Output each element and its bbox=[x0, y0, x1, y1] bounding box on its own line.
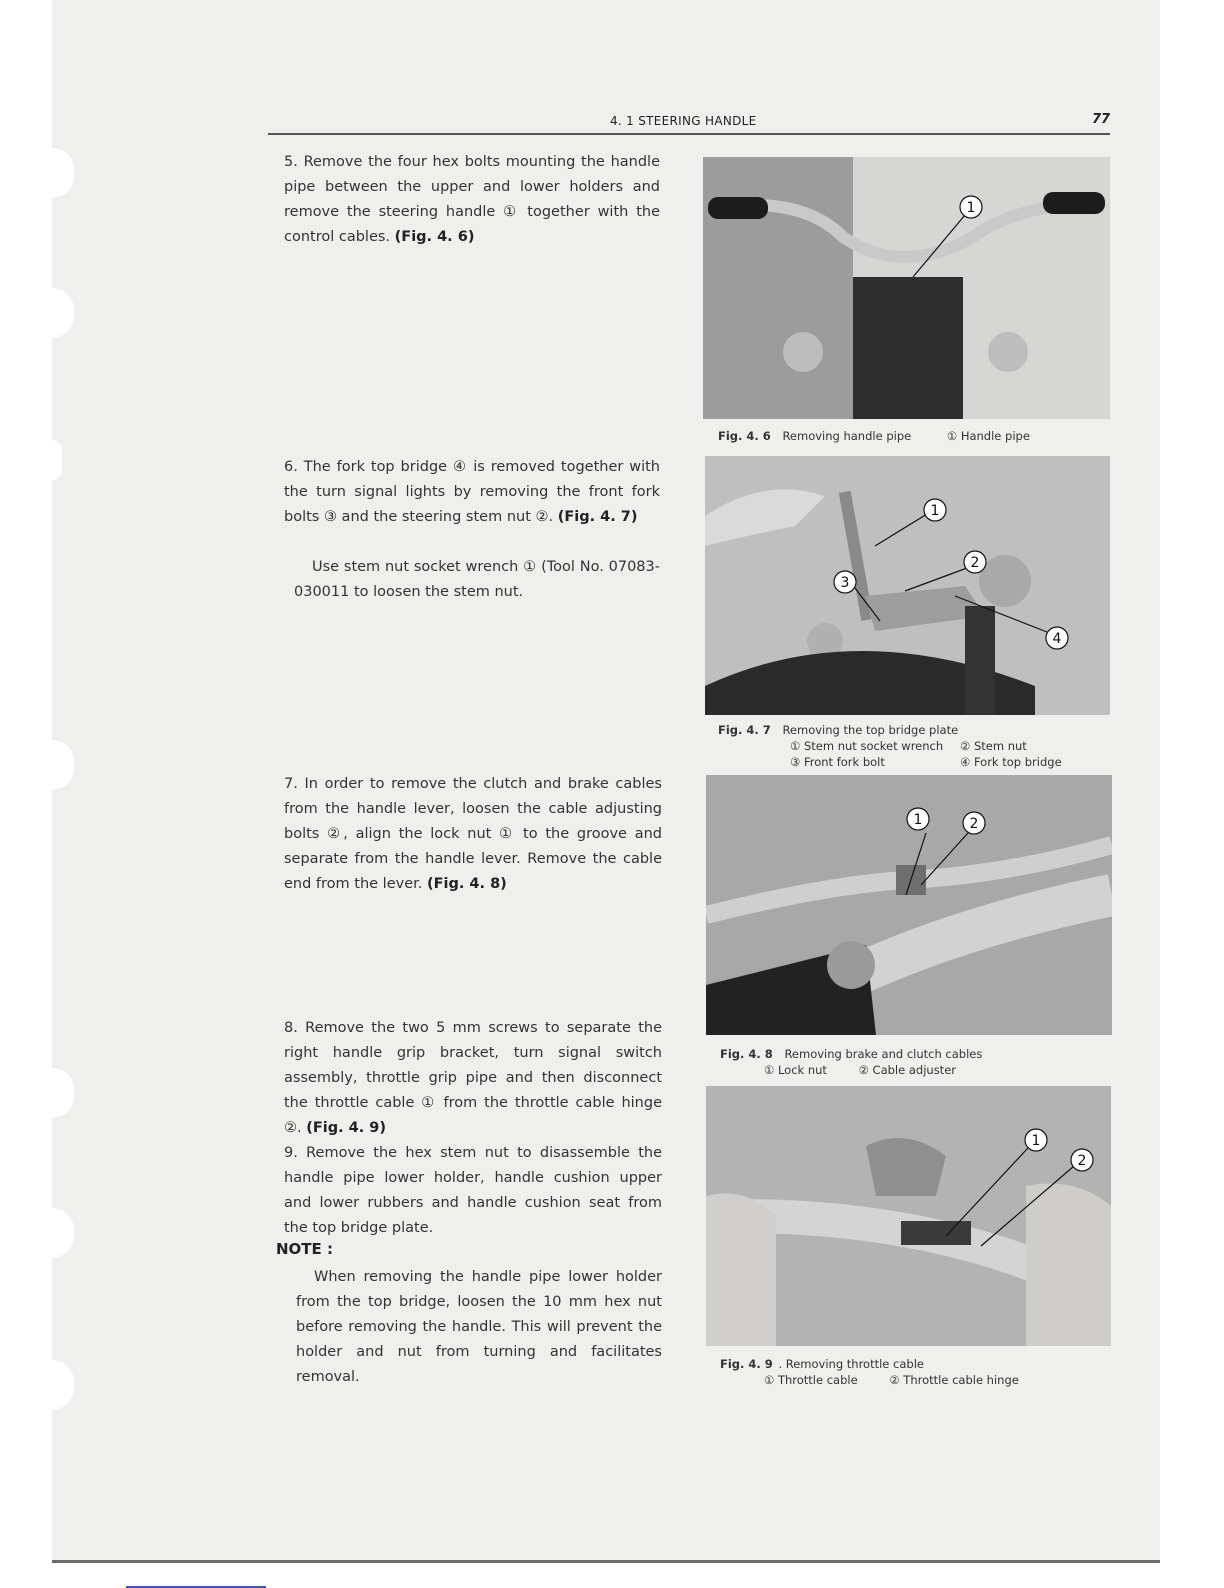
note-label: NOTE : bbox=[276, 1240, 334, 1258]
figure-4-8-photo bbox=[706, 775, 1112, 1035]
figure-4-6-caption-text: Removing handle pipe bbox=[782, 429, 912, 443]
figure-4-9-item-1: ① Throttle cable bbox=[764, 1373, 858, 1387]
figure-4-7-caption bbox=[718, 722, 1098, 770]
step-6-figure-ref: (Fig. 4. 7) bbox=[557, 509, 638, 525]
figure-4-7-item-2: ② Stem nut bbox=[960, 739, 1027, 753]
figure-4-7-callout-3: 3 bbox=[840, 575, 850, 591]
step-5 bbox=[284, 150, 660, 250]
figure-4-9-title: Fig. 4. 9 bbox=[720, 1357, 773, 1371]
note-text: When removing the handle pipe lower holder from the top bridge, loosen the 10 mm hex nut before removing the handle. This will prevent the holder and nut from turning and facilitates removal. bbox=[296, 1269, 662, 1385]
step-6-text: 6. The fork top bridge ④ is removed together with the turn signal lights by removing the front fork bolts ③ and the steering stem nut ②. bbox=[284, 459, 660, 525]
step-6-tool-note: Use stem nut socket wrench ① (Tool No. 07083-030011 to loosen the stem nut. bbox=[294, 559, 660, 600]
figure-4-8-item-2: ② Cable adjuster bbox=[858, 1063, 956, 1077]
figure-4-7-callout-1: 1 bbox=[930, 503, 940, 519]
step-8 bbox=[284, 1016, 662, 1141]
figure-4-6-photo bbox=[703, 157, 1110, 419]
step-9: 9. Remove the hex stem nut to disassemble the handle pipe lower holder, handle cushion upper and lower rubbers and handle cushion seat from the top bridge plate. bbox=[284, 1145, 662, 1236]
page-bottom-edge bbox=[52, 1560, 1160, 1563]
page-number: 77 bbox=[1092, 112, 1111, 127]
step-6 bbox=[284, 455, 660, 530]
handlebar-photo bbox=[703, 157, 1110, 419]
section-title: 4. 1 STEERING HANDLE bbox=[610, 114, 757, 128]
figure-4-8-title: Fig. 4. 8 bbox=[720, 1047, 773, 1061]
figure-4-7-item-1: ① Stem nut socket wrench bbox=[790, 739, 944, 753]
figure-4-8-caption bbox=[720, 1046, 982, 1078]
figure-4-7-item-4: ④ Fork top bridge bbox=[960, 755, 1062, 769]
step-5-text: 5. Remove the four hex bolts mounting the handle pipe between the upper and lower holders and remove the steering handle ① together with the control cables. bbox=[284, 154, 660, 245]
figure-4-9-item-2: ② Throttle cable hinge bbox=[889, 1373, 1019, 1387]
step-8-figure-ref: (Fig. 4. 9) bbox=[306, 1120, 387, 1136]
figure-4-7-caption-text: Removing the top bridge plate bbox=[782, 723, 959, 737]
figure-4-8-callout-2: 2 bbox=[969, 816, 979, 832]
figure-4-8-callout-1: 1 bbox=[913, 812, 923, 828]
figure-4-7-photo bbox=[705, 456, 1110, 715]
figure-4-9-callout-2: 2 bbox=[1077, 1153, 1087, 1169]
step-5-figure-ref: (Fig. 4. 6) bbox=[394, 229, 475, 245]
binder-hole bbox=[52, 440, 62, 480]
figure-4-9-callout-1: 1 bbox=[1031, 1133, 1041, 1149]
figure-4-7-item-3: ③ Front fork bolt bbox=[790, 755, 885, 769]
figure-4-7-callout-2: 2 bbox=[970, 555, 980, 571]
figure-4-6-title: Fig. 4. 6 bbox=[718, 429, 771, 443]
step-7-figure-ref: (Fig. 4. 8) bbox=[426, 876, 507, 892]
figure-4-8-caption-text: Removing brake and clutch cables bbox=[784, 1047, 983, 1061]
figure-4-9-caption bbox=[720, 1356, 1019, 1388]
figure-4-8-item-1: ① Lock nut bbox=[764, 1063, 827, 1077]
top-bridge-photo bbox=[705, 456, 1110, 715]
step-7 bbox=[284, 772, 662, 897]
figure-4-9-photo bbox=[706, 1086, 1111, 1346]
step-8-text: 8. Remove the two 5 mm screws to separate the right handle grip bracket, turn signal switch assembly, throttle grip pipe and then disconnect the throttle cable ① from the throttle cable hinge ②. bbox=[284, 1020, 662, 1136]
throttle-cable-photo bbox=[706, 1086, 1111, 1346]
step-7-text: 7. In order to remove the clutch and brake cables from the handle lever, loosen the cable adjusting bolts ②, align the lock nut ① to the groove and separate from the handle lever. Remove the cable end from the lever. bbox=[284, 776, 662, 892]
figure-4-6-item-1: ① Handle pipe bbox=[946, 429, 1030, 443]
figure-4-7-title: Fig. 4. 7 bbox=[718, 723, 771, 737]
figure-4-6-caption bbox=[718, 428, 1030, 444]
header-rule bbox=[268, 133, 1110, 135]
figure-4-7-callout-4: 4 bbox=[1052, 631, 1062, 647]
cable-adjuster-photo bbox=[706, 775, 1112, 1035]
figure-4-6-callout-1: 1 bbox=[966, 200, 976, 216]
figure-4-9-caption-text: . Removing throttle cable bbox=[778, 1357, 924, 1371]
